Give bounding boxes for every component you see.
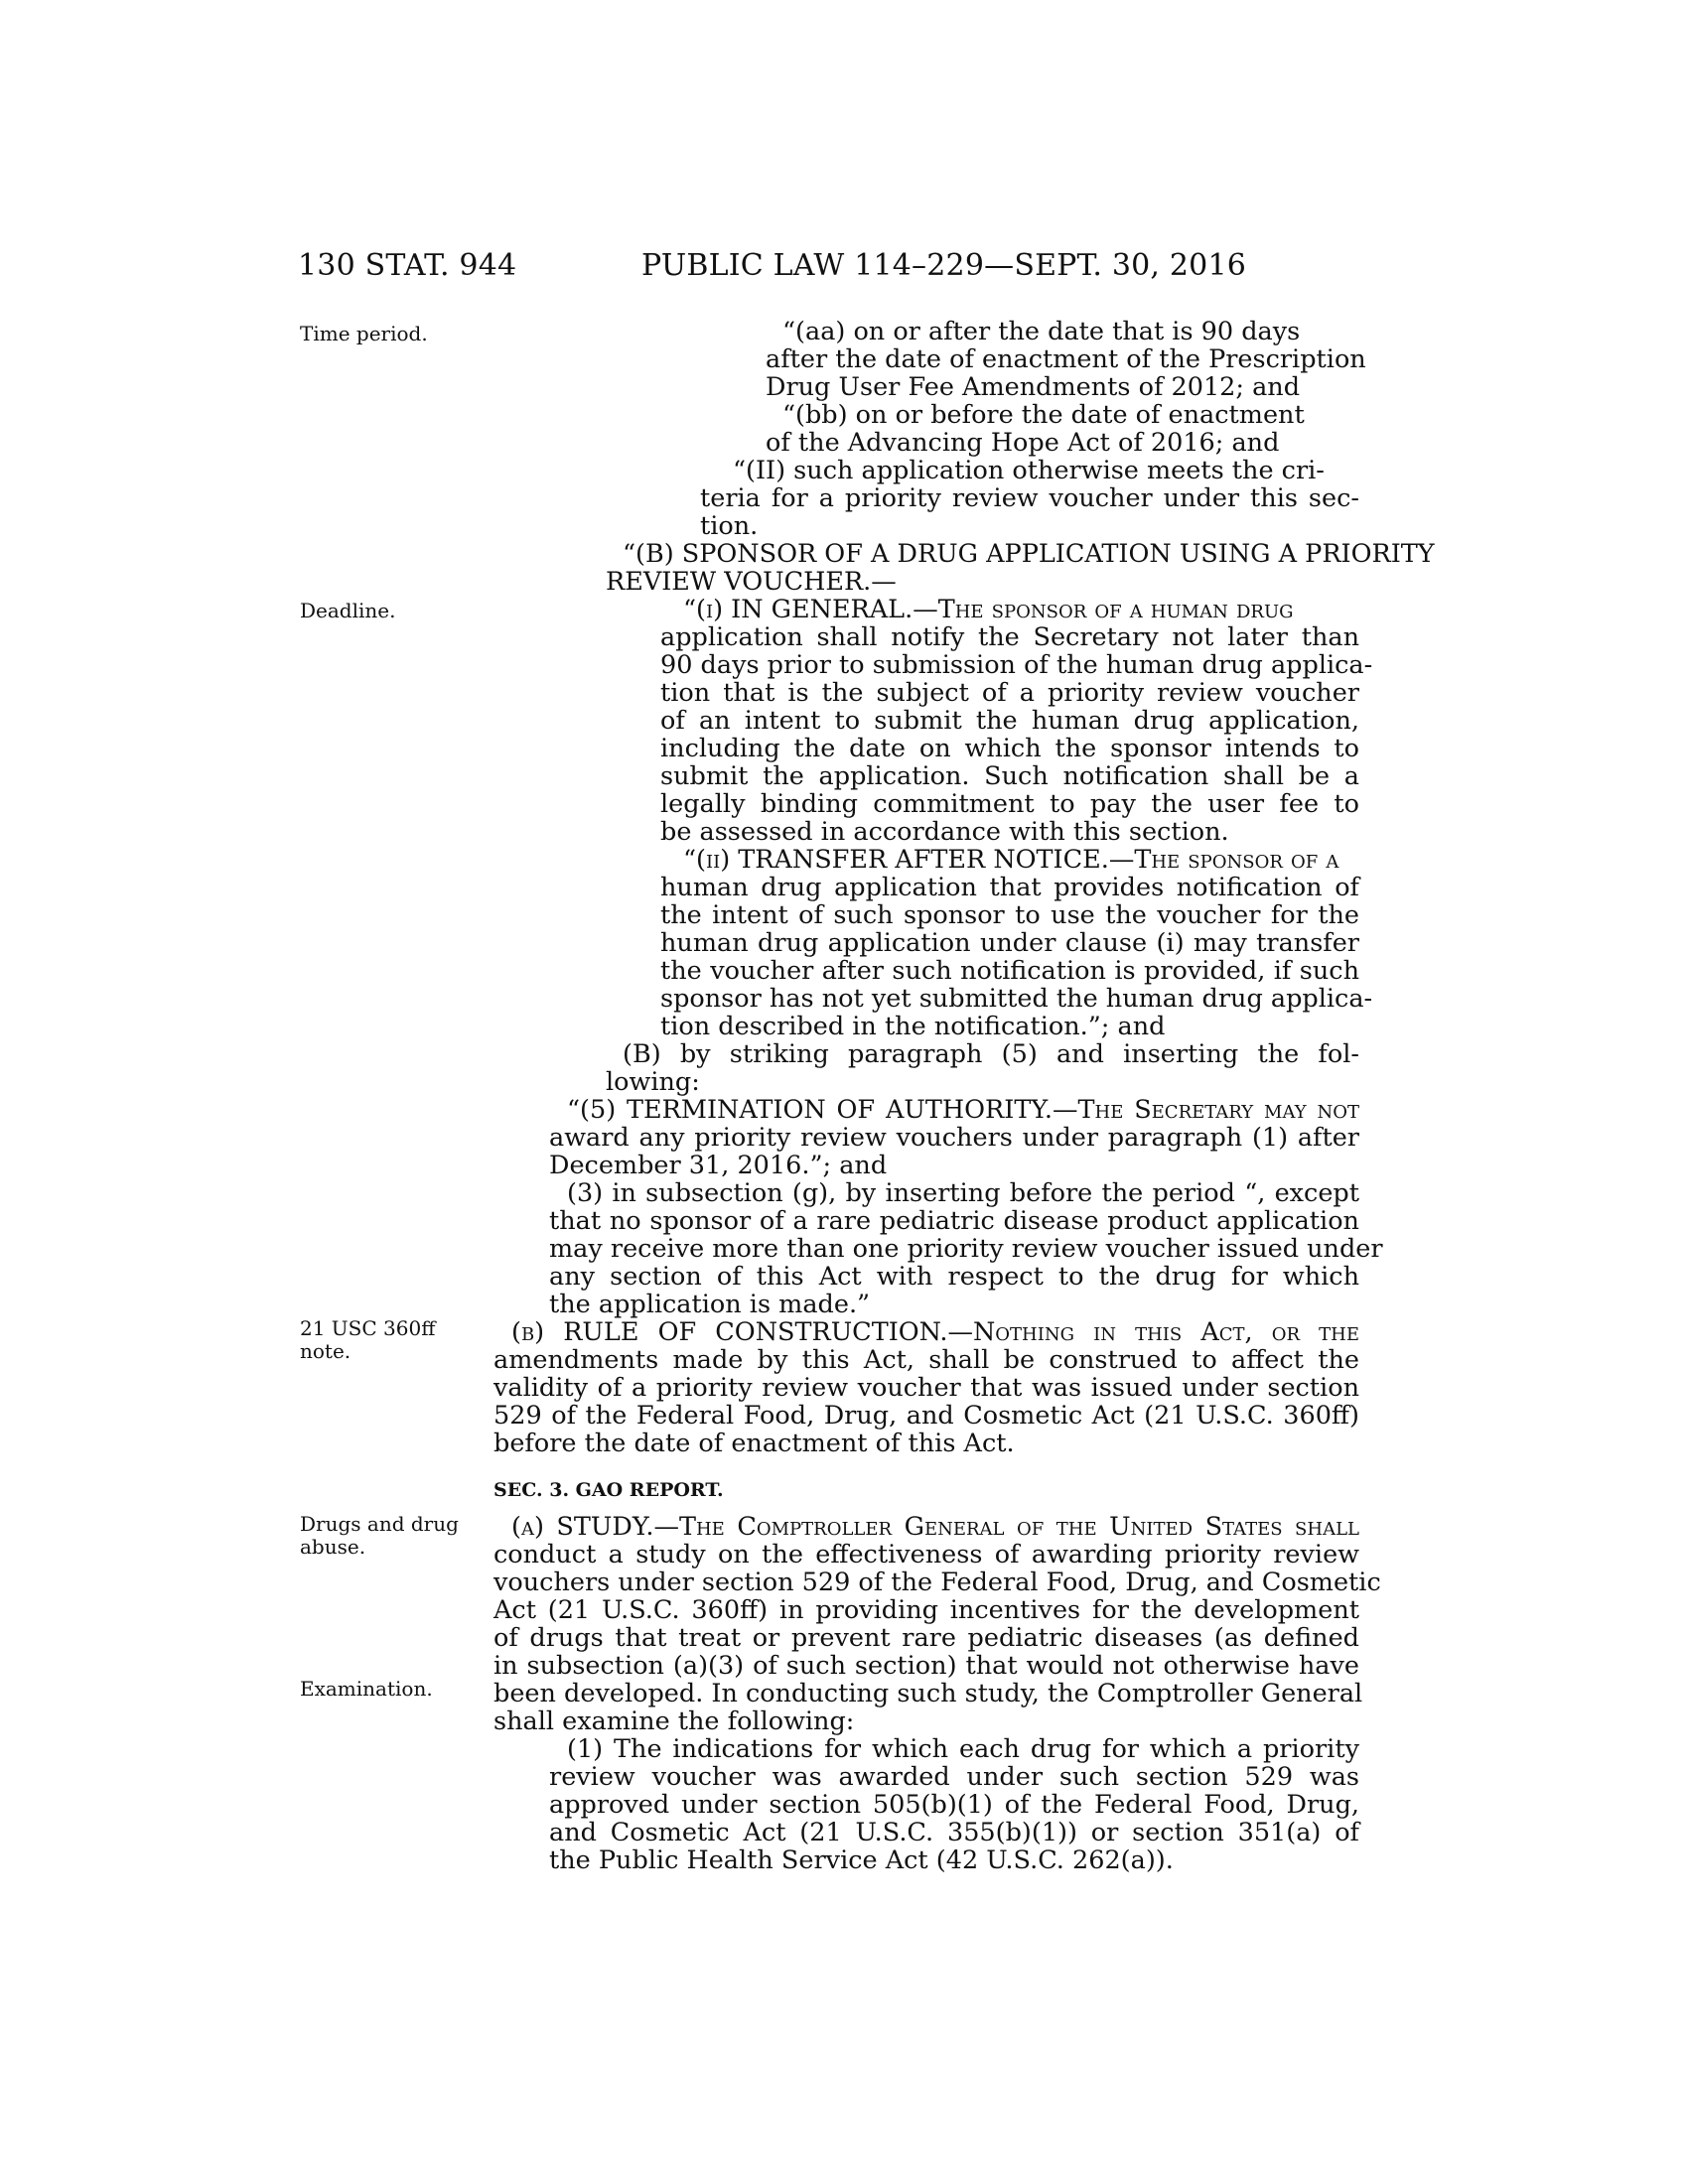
page-reference: 130 STAT. 944 (298, 248, 517, 283)
text-line: been developed. In conducting such study, the Comptroller General (493, 1679, 1363, 1708)
margin-note-examination: Examination. (300, 1677, 433, 1701)
section-heading: SEC. 3. GAO REPORT. (493, 1479, 724, 1501)
text-line: approved under section 505(b)(1) of the Federal Food, Drug, (549, 1790, 1359, 1820)
text-line: vouchers under section 529 of the Federal Food, Drug, and Cosmetic (493, 1568, 1381, 1597)
subsection-heading: (b) RULE OF CONSTRUCTION.—Nothing in this Act, or the (511, 1317, 1359, 1347)
text-line: award any priority review vouchers under paragraph (1) after (549, 1123, 1359, 1153)
law-title: PUBLIC LAW 114–229—SEPT. 30, 2016 (641, 248, 1247, 283)
text-line: (1) The indications for which each drug for which a priority (567, 1734, 1359, 1764)
text-line: the intent of such sponsor to use the voucher for the (660, 900, 1359, 930)
margin-note-usc-citation: 21 USC 360ff (300, 1316, 436, 1340)
text-line: of the Advancing Hope Act of 2016; and (766, 428, 1280, 458)
margin-note-time-period: Time period. (300, 322, 428, 345)
text-line: tion described in the notification.”; and (660, 1012, 1166, 1041)
clause-heading: “(i) IN GENERAL.—The sponsor of a human drug (683, 595, 1294, 624)
text-line: (3) in subsection (g), by inserting before the period “, except (567, 1178, 1359, 1208)
text-line: sponsor has not yet submitted the human drug applica- (660, 984, 1373, 1014)
text-line: (B) by striking paragraph (5) and inserting the fol- (623, 1039, 1359, 1069)
text-line: of an intent to submit the human drug application, (660, 706, 1359, 736)
margin-note-deadline: Deadline. (300, 599, 396, 622)
text-line: lowing: (606, 1067, 700, 1097)
text-line: Drug User Fee Amendments of 2012; and (766, 372, 1301, 402)
text-line: the Public Health Service Act (42 U.S.C. 262(a)). (549, 1845, 1174, 1875)
text-line: tion. (700, 511, 759, 541)
clause-heading: “(ii) TRANSFER AFTER NOTICE.—The sponsor of a (683, 845, 1339, 875)
text-line: the voucher after such notification is provided, if such (660, 956, 1359, 986)
text-line: 529 of the Federal Food, Drug, and Cosmetic Act (21 U.S.C. 360ff) (493, 1401, 1359, 1431)
paragraph-heading: “(5) TERMINATION OF AUTHORITY.—The Secretary may not (567, 1095, 1359, 1125)
text-line: 90 days prior to submission of the human drug applica- (660, 650, 1373, 680)
subparagraph-heading-cont: REVIEW VOUCHER.— (606, 567, 897, 597)
text-line: in subsection (a)(3) of such section) that would not otherwise have (493, 1651, 1359, 1681)
text-line: December 31, 2016.”; and (549, 1151, 888, 1180)
text-line: may receive more than one priority review voucher issued under (549, 1234, 1383, 1264)
text-line: that no sponsor of a rare pediatric disease product application (549, 1206, 1359, 1236)
text-line: application shall notify the Secretary not later than (660, 622, 1359, 652)
text-line: human drug application under clause (i) may transfer (660, 928, 1359, 958)
text-line: “(bb) on or before the date of enactment (782, 400, 1305, 430)
text-line: including the date on which the sponsor intends to (660, 734, 1359, 763)
margin-note-usc-citation-cont: note. (300, 1339, 352, 1363)
text-line: legally binding commitment to pay the user fee to (660, 789, 1359, 819)
text-line: amendments made by this Act, shall be construed to affect the (493, 1345, 1359, 1375)
margin-note-drugs: Drugs and drug (300, 1512, 459, 1536)
text-line: conduct a study on the effectiveness of awarding priority review (493, 1540, 1359, 1570)
margin-note-drugs-cont: abuse. (300, 1535, 366, 1559)
text-line: the application is made.” (549, 1290, 871, 1319)
text-line: shall examine the following: (493, 1706, 855, 1736)
text-line: and Cosmetic Act (21 U.S.C. 355(b)(1)) or section 351(a) of (549, 1818, 1359, 1847)
text-line: be assessed in accordance with this section. (660, 817, 1229, 847)
text-line: review voucher was awarded under such section 529 was (549, 1762, 1359, 1792)
text-line: Act (21 U.S.C. 360ff) in providing incentives for the development (493, 1595, 1359, 1625)
text-line: validity of a priority review voucher that was issued under section (493, 1373, 1359, 1403)
subsection-heading: (a) STUDY.—The Comptroller General of the United States shall (511, 1512, 1359, 1542)
text-line: any section of this Act with respect to the drug for which (549, 1262, 1359, 1292)
text-line: “(aa) on or after the date that is 90 days (782, 317, 1301, 346)
text-line: human drug application that provides notification of (660, 873, 1359, 902)
text-line: “(II) such application otherwise meets the cri- (733, 456, 1325, 485)
text-line: of drugs that treat or prevent rare pediatric diseases (as defined (493, 1623, 1359, 1653)
subparagraph-heading: “(B) SPONSOR OF A DRUG APPLICATION USING A PRIORITY (623, 539, 1435, 569)
text-line: submit the application. Such notification shall be a (660, 761, 1359, 791)
text-line: tion that is the subject of a priority review voucher (660, 678, 1359, 708)
text-line: after the date of enactment of the Prescription (766, 344, 1366, 374)
text-line: before the date of enactment of this Act. (493, 1429, 1015, 1458)
text-line: teria for a priority review voucher under this sec- (700, 483, 1359, 513)
